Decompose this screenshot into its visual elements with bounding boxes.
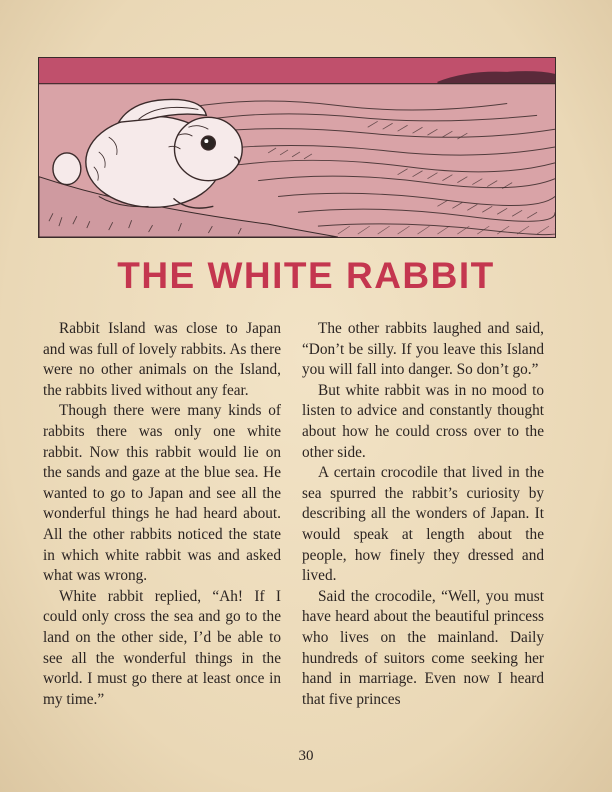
story-title: THE WHITE RABBIT [117, 255, 495, 296]
paragraph: But white rabbit was in no mood to listen to advice and constantly thought about how he could cross over to the other side. [302, 381, 544, 461]
left-column [43, 319, 281, 710]
paragraph: A certain crocodile that lived in the sea spurred the rabbit’s curiosity by describing all the wonders of Japan. It would speak at length about the people, how finely they dressed and lived. [302, 464, 544, 585]
paragraph: Though there were many kinds of rabbits there was only one white rabbit. Now this rabbit would lie on the sands and gaze at the blue sea. He wanted to go to Japan and see all the wonderful things he had heard about. All the other rabbits noticed the state in which white rabbit was and asked what was wrong. [43, 402, 281, 585]
paragraph: Rabbit Island was close to Japan and was full of lovely rabbits. As there were no other animals on the Island, the rabbits lived without any fear. [43, 320, 281, 399]
paragraph: White rabbit replied, “Ah! If I could only cross the sea and go to the land on the other side, I’d be able to see all the wonderful things in the world. I must go there at least once in my time.” [43, 587, 281, 708]
page-number: 30 [298, 748, 314, 764]
paragraph: Said the crocodile, “Well, you must have heard about the beautiful princess who lives on the mainland. Daily hundreds of suitors come seeking her hand in marriage. Even now I heard that five princes [302, 587, 544, 708]
right-column [302, 319, 544, 710]
rabbit-shore-drawing [39, 58, 555, 237]
paragraph: The other rabbits laughed and said, “Don’t be silly. If you leave this Island you will fall into danger. So don’t go.” [302, 320, 544, 379]
rabbit-illustration [38, 57, 556, 238]
